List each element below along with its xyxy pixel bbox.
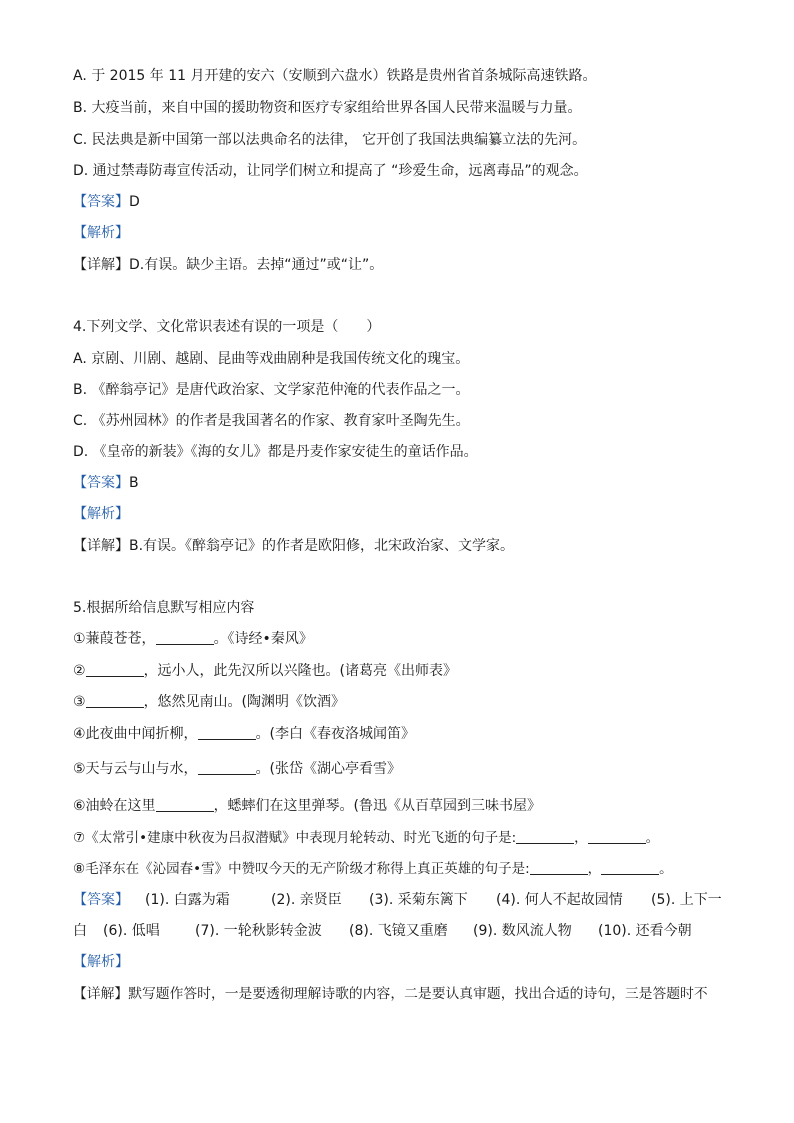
answer-value: B <box>129 475 139 491</box>
analysis-label: 【解析】 <box>73 954 129 970</box>
q5-item-7 <box>73 829 659 847</box>
q4-option-a: A. 京剧、川剧、越剧、昆曲等戏曲剧种是我国传统文化的瑰宝。 <box>73 351 470 367</box>
answer-blank <box>86 662 144 677</box>
q5-item-1 <box>73 630 313 648</box>
item-prefix: ⑥油蛉在这里 <box>73 798 156 814</box>
q5-detail <box>73 985 708 1003</box>
answer-blank <box>156 797 214 812</box>
item-suffix: 。(张岱《湖心亭看雪》 <box>255 761 402 777</box>
detail-label: 【详解】 <box>73 257 129 273</box>
answer-blank <box>198 760 256 775</box>
item-prefix: ⑤天与云与山与水， <box>73 761 198 777</box>
q3-option-a: A. 于 2015 年 11 月开建的安六（安顺到六盘水）铁路是贵州省首条城际高速铁路。 <box>73 68 597 84</box>
answer-8: (8). 飞镜又重磨 <box>349 923 448 939</box>
q3-analysis <box>73 224 129 242</box>
q4-option-b: B. 《醉翁亭记》是唐代政治家、文学家范仲淹的代表作品之一。 <box>73 382 470 398</box>
answer-3: (3). 采菊东篱下 <box>369 892 468 908</box>
detail-text: B.有误。《醉翁亭记》的作者是欧阳修，北宋政治家、文学家。 <box>129 538 515 554</box>
answer-blank <box>156 630 214 645</box>
q5-answer-line-2 <box>73 922 692 940</box>
analysis-label: 【解析】 <box>73 506 129 522</box>
q4-stem: 4.下列文学、文化常识表述有误的一项是（ ） <box>73 319 381 335</box>
item-suffix: 。《诗经•秦风》 <box>213 631 313 647</box>
answer-value: D <box>129 194 140 210</box>
answer-5: (5). 上下一 <box>651 892 722 908</box>
answer-7: (7). 一轮秋影转金波 <box>195 923 322 939</box>
q4-option-d: D. 《皇帝的新装》《海的女儿》都是丹麦作家安徒生的童话作品。 <box>73 444 478 460</box>
answer-blank <box>86 693 144 708</box>
item-suffix: 。 <box>659 861 673 877</box>
item-suffix: ，蟋蟀们在这里弹琴。(鲁迅《从百草园到三味书屋》 <box>213 798 542 814</box>
q3-answer <box>73 193 140 211</box>
answer-1: (1). 白露为霜 <box>145 892 230 908</box>
item-separator: ， <box>587 861 602 877</box>
answer-5-continued: 白 <box>73 923 87 939</box>
q4-detail <box>73 537 514 555</box>
detail-label: 【详解】 <box>73 538 129 554</box>
q5-item-4 <box>73 725 415 743</box>
q5-answer-line-1 <box>73 891 722 909</box>
answer-10: (10). 还看今朝 <box>598 923 692 939</box>
q3-detail <box>73 256 383 274</box>
item-prefix: ⑧毛泽东在《沁园春•雪》中赞叹今天的无产阶级才称得上真正英雄的句子是: <box>73 861 530 877</box>
q5-item-8 <box>73 860 673 878</box>
answer-label: 【答案】 <box>73 892 129 908</box>
answer-blank <box>198 725 256 740</box>
answer-blank <box>601 860 659 875</box>
q5-stem: 5.根据所给信息默写相应内容 <box>73 600 255 616</box>
q3-option-c: C. 民法典是新中国第一部以法典命名的法律， 它开创了我国法典编纂立法的先河。 <box>73 132 587 148</box>
detail-label: 【详解】 <box>73 986 129 1002</box>
answer-label: 【答案】 <box>73 475 129 491</box>
item-prefix: ② <box>73 663 86 679</box>
answer-6: (6). 低唱 <box>103 923 160 939</box>
item-prefix: ④此夜曲中闻折柳， <box>73 726 198 742</box>
item-separator: ， <box>574 830 588 846</box>
item-prefix: ①蒹葭苍苍， <box>73 631 156 647</box>
answer-blank <box>516 829 574 844</box>
detail-text: D.有误。缺少主语。去掉“通过”或“让”。 <box>129 257 384 273</box>
item-suffix: ，远小人，此先汉所以兴隆也。(诸葛亮《出师表》 <box>143 663 458 679</box>
item-suffix: ，悠然见南山。(陶渊明《饮酒》 <box>143 694 346 710</box>
q5-item-2 <box>73 662 457 680</box>
item-prefix: ③ <box>73 694 86 710</box>
item-suffix: 。 <box>645 830 660 846</box>
answer-blank <box>530 860 588 875</box>
answer-blank <box>588 829 646 844</box>
analysis-label: 【解析】 <box>73 225 129 241</box>
q5-item-5 <box>73 760 401 778</box>
q5-analysis <box>73 953 129 971</box>
answer-label: 【答案】 <box>73 194 129 210</box>
detail-text: 默写题作答时，一是要透彻理解诗歌的内容，二是要认真审题，找出合适的诗句，三是答题时不 <box>128 986 708 1002</box>
item-prefix: ⑦《太常引•建康中秋夜为吕叔潜赋》中表现月轮转动、时光飞逝的句子是: <box>73 830 517 846</box>
q4-option-c: C. 《苏州园林》的作者是我国著名的作家、教育家叶圣陶先生。 <box>73 413 470 429</box>
q5-item-6 <box>73 797 541 815</box>
q5-item-3 <box>73 693 345 711</box>
q3-option-b: B. 大疫当前，来自中国的援助物资和医疗专家组给世界各国人民带来温暖与力量。 <box>73 100 582 116</box>
answer-2: (2). 亲贤臣 <box>271 892 342 908</box>
answer-4: (4). 何人不起故园情 <box>496 892 623 908</box>
answer-9: (9). 数风流人物 <box>473 923 572 939</box>
item-suffix: 。(李白《春夜洛城闻笛》 <box>255 726 416 742</box>
q4-analysis <box>73 505 129 523</box>
q3-option-d: D. 通过禁毒防毒宣传活动，让同学们树立和提高了 “珍爱生命，远离毒品”的观念。 <box>73 163 588 179</box>
q4-answer <box>73 474 139 492</box>
